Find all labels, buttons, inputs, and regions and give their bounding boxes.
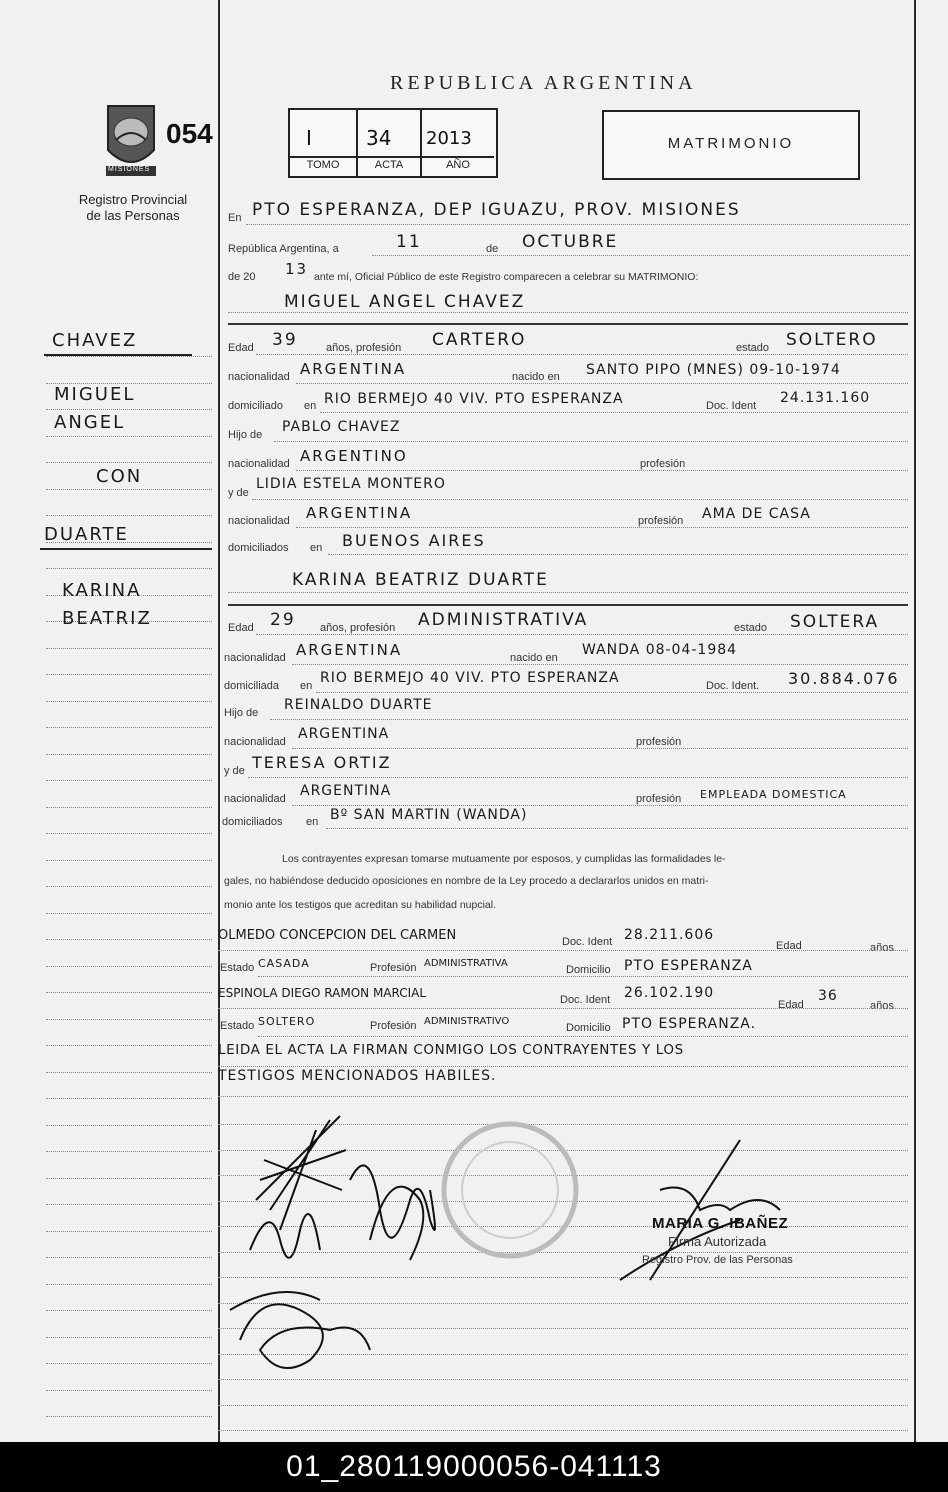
witness1-doc-label: Doc. Ident: [562, 936, 613, 948]
witness2-doc-label: Doc. Ident: [560, 994, 611, 1006]
ruled-line: [46, 1204, 212, 1205]
ruled-line: [46, 356, 212, 357]
ruled-line: [46, 1284, 212, 1285]
ruled-line: [46, 1390, 212, 1391]
official-title: Firma Autorizada: [668, 1234, 767, 1249]
bride-birthplace: WANDA 08-04-1984: [582, 642, 738, 658]
official-name: MARIA G. IBAÑEZ: [652, 1215, 789, 1232]
groom-address: RIO BERMEJO 40 VIV. PTO ESPERANZA: [324, 391, 624, 407]
ruled-line: [296, 470, 908, 471]
ruled-line: [46, 1310, 212, 1311]
ruled-line: [296, 383, 908, 384]
bride-estado-label: estado: [734, 622, 768, 634]
ruled-line: [46, 648, 212, 649]
ruled-line: [320, 412, 908, 413]
ruled-line: [46, 515, 212, 516]
ruled-line: [46, 1231, 212, 1232]
declaration-line-2: gales, no habiéndose deducido oposiciones en nombre de la Ley procedo a declararlos unidos en matri-: [224, 875, 709, 887]
ruled-line: [246, 224, 910, 225]
witness2-age: 36: [818, 988, 838, 1004]
ruled-line: [46, 1045, 212, 1046]
witness2-name: ESPINOLA DIEGO RAMON MARCIAL: [218, 986, 427, 1000]
box-divider: [290, 156, 494, 158]
ruled-line: [252, 499, 908, 500]
witness1-profession: ADMINISTRATIVA: [424, 958, 508, 969]
bride-parents-en-label: en: [306, 816, 319, 828]
ruled-line: [46, 1337, 212, 1338]
ruled-line: [46, 939, 212, 940]
footer-file-code: 01_280119000056-041113: [0, 1442, 948, 1492]
witness1-profesion-label: Profesión: [370, 962, 417, 974]
ruled-line: [46, 1151, 212, 1152]
margin-firstname-groom-2: ANGEL: [54, 412, 126, 433]
ruled-line: [372, 255, 910, 256]
witness2-address: PTO ESPERANZA.: [622, 1016, 757, 1032]
witness1-anios-label: años: [870, 942, 894, 954]
witness1-address: PTO ESPERANZA: [624, 958, 753, 974]
groom-age: 39: [272, 330, 298, 350]
ruled-line: [46, 913, 212, 914]
ruled-line: [46, 1019, 212, 1020]
margin-firstname-bride-1: KARINA: [62, 580, 142, 601]
year-suffix: 13: [285, 260, 309, 278]
ruled-line: [46, 727, 212, 728]
witness1-edad-label: Edad: [776, 940, 802, 952]
bride-father-nationality: ARGENTINA: [298, 726, 390, 742]
groom-mother-prof-label: profesión: [638, 515, 684, 527]
bride-yde-label: y de: [224, 765, 245, 777]
bride-domiciliada-label: domiciliada: [224, 680, 280, 692]
bride-father-prof-label: profesión: [636, 736, 682, 748]
groom-parents-dom-label: domiciliados: [228, 542, 289, 554]
ruled-line: [46, 754, 212, 755]
ruled-line: [46, 409, 212, 410]
bride-age: 29: [270, 610, 296, 630]
document-type: MATRIMONIO: [667, 135, 795, 152]
bride-edad-label: Edad: [228, 622, 254, 634]
right-border-line: [914, 0, 916, 1442]
bride-mother: TERESA ORTIZ: [252, 753, 392, 772]
witness2-doc: 26.102.190: [624, 985, 715, 1001]
ruled-line: [46, 462, 212, 463]
groom-hijo-label: Hijo de: [228, 429, 263, 441]
ruled-line: [292, 664, 908, 665]
ruled-line: [218, 1008, 908, 1009]
ruled-line: [46, 1257, 212, 1258]
ruled-line: [46, 674, 212, 675]
margin-firstname-groom-1: MIGUEL: [54, 384, 136, 405]
ruled-line: [46, 436, 212, 437]
ruled-line: [258, 1036, 908, 1037]
registry-line-1: Registro Provincial: [78, 192, 188, 207]
ruled-line: [316, 692, 908, 693]
official-office: Registro Prov. de las Personas: [642, 1254, 793, 1266]
bride-father: REINALDO DUARTE: [284, 697, 433, 713]
ruled-line: [46, 1178, 212, 1179]
bride-en-label: en: [300, 680, 313, 692]
margin-underline: [44, 354, 192, 356]
anio-value: 2013: [426, 128, 472, 149]
groom-mother-nat-label: nacionalidad: [228, 515, 290, 527]
seal-caption: MISIONES: [108, 166, 151, 173]
margin-firstname-bride-2: BEATRIZ: [62, 608, 152, 629]
groom-edad-label: Edad: [228, 342, 254, 354]
country-title: REPUBLICA ARGENTINA: [390, 72, 697, 94]
groom-nacionalidad-label: nacionalidad: [228, 371, 290, 383]
ruled-line: [46, 860, 212, 861]
bride-nacionalidad-label: nacionalidad: [224, 652, 286, 664]
folio-number: 054: [166, 118, 213, 149]
ceremony-month: OCTUBRE: [522, 232, 619, 252]
witness1-estado: CASADA: [258, 957, 310, 970]
ruled-line: [218, 1430, 908, 1431]
signatures-and-stamp: [220, 1080, 900, 1410]
groom-mother-profession: AMA DE CASA: [702, 506, 811, 522]
tomo-value: I: [306, 126, 312, 150]
groom-birthplace: SANTO PIPO (MNES) 09-10-1974: [586, 362, 841, 378]
groom-doc: 24.131.160: [780, 390, 871, 406]
groom-parents-en-label: en: [310, 542, 323, 554]
groom-doc-label: Doc. Ident: [706, 400, 757, 412]
ruled-line: [46, 807, 212, 808]
bride-profession: ADMINISTRATIVA: [418, 610, 589, 630]
ruled-line: [46, 780, 212, 781]
ruled-line: [270, 719, 908, 720]
groom-nationality: ARGENTINA: [300, 360, 407, 378]
margin-con: CON: [96, 466, 143, 487]
groom-mother-nationality: ARGENTINA: [306, 504, 413, 522]
de-label: de: [486, 243, 499, 255]
witness2-anios-label: años: [870, 1000, 894, 1012]
anio-label: AÑO: [446, 159, 470, 171]
witness2-domicilio-label: Domicilio: [566, 1022, 611, 1034]
ruled-line: [46, 1363, 212, 1364]
ruled-line: [218, 950, 908, 951]
groom-yde-label: y de: [228, 487, 249, 499]
groom-father-nat-label: nacionalidad: [228, 458, 290, 470]
section-divider: [228, 604, 908, 606]
declaration-line-3: monio ante los testigos que acreditan su habilidad nupcial.: [224, 899, 497, 911]
groom-full-name: MIGUEL ANGEL CHAVEZ: [284, 292, 526, 312]
ceremony-day: 11: [396, 232, 422, 252]
groom-profession: CARTERO: [432, 330, 527, 350]
margin-surname-bride: DUARTE: [44, 524, 129, 545]
bride-parents-dom-label: domiciliados: [222, 816, 283, 828]
ruled-line: [46, 992, 212, 993]
year-prefix: de 20: [228, 271, 256, 283]
witness1-estado-label: Estado: [220, 962, 255, 974]
bride-nationality: ARGENTINA: [296, 641, 403, 659]
ruled-line: [46, 1072, 212, 1073]
witness1-domicilio-label: Domicilio: [566, 964, 611, 976]
groom-profesion-label: años, profesión: [326, 342, 402, 354]
margin-surname-groom: CHAVEZ: [52, 330, 138, 351]
ruled-line: [228, 592, 908, 593]
bride-profesion-label: años, profesión: [320, 622, 396, 634]
groom-father-nationality: ARGENTINO: [300, 447, 408, 465]
ruled-line: [46, 701, 212, 702]
witness2-edad-label: Edad: [778, 999, 804, 1011]
ruled-line: [46, 489, 212, 490]
ruled-line: [292, 748, 908, 749]
bride-mother-profession: EMPLEADA DOMESTICA: [700, 788, 847, 801]
acta-label: ACTA: [374, 159, 404, 171]
bride-nacido-label: nacido en: [510, 652, 558, 664]
en-label: En: [228, 212, 242, 224]
groom-estado: SOLTERO: [786, 330, 878, 350]
bride-hijo-label: Hijo de: [224, 707, 259, 719]
comparecen-text: ante mí, Oficial Público de este Registro comparecen a celebrar su MATRIMONIO:: [314, 271, 699, 283]
ruled-line: [228, 312, 908, 313]
republica-label: República Argentina, a: [228, 243, 339, 255]
groom-mother: LIDIA ESTELA MONTERO: [256, 476, 446, 492]
bride-parents-address: Bº SAN MARTIN (WANDA): [330, 807, 528, 823]
tomo-label: TOMO: [306, 159, 340, 171]
ruled-line: [46, 1125, 212, 1126]
groom-parents-address: BUENOS AIRES: [342, 531, 486, 550]
witness2-estado-label: Estado: [220, 1020, 255, 1032]
witness2-profession: ADMINISTRATIVO: [424, 1016, 510, 1027]
bride-mother-nat-label: nacionalidad: [224, 793, 286, 805]
registry-line-2: de las Personas: [86, 208, 180, 223]
bride-doc: 30.884.076: [788, 669, 900, 688]
ruled-line: [296, 527, 908, 528]
ruled-line: [256, 634, 908, 635]
ruled-line: [256, 354, 908, 355]
ruled-line: [326, 828, 908, 829]
document-type-box: [602, 110, 860, 180]
witness1-doc: 28.211.606: [624, 927, 715, 943]
ruled-line: [46, 886, 212, 887]
witness2-profesion-label: Profesión: [370, 1020, 417, 1032]
registry-name: [66, 192, 200, 224]
closing-line-1: LEIDA EL ACTA LA FIRMAN CONMIGO LOS CONTRAYENTES Y LOS: [218, 1042, 684, 1058]
ceremony-place: PTO ESPERANZA, DEP IGUAZU, PROV. MISIONES: [252, 200, 741, 220]
ruled-line: [46, 833, 212, 834]
bride-doc-label: Doc. Ident.: [706, 680, 760, 692]
groom-domiciliado-label: domiciliado: [228, 400, 284, 412]
ruled-line: [328, 554, 908, 555]
bride-mother-nationality: ARGENTINA: [300, 783, 392, 799]
witness2-estado: SOLTERO: [258, 1015, 316, 1028]
closing-line-2: TESTIGOS MENCIONADOS HABILES.: [218, 1068, 497, 1084]
section-divider: [228, 323, 908, 325]
ruled-line: [46, 568, 212, 569]
bride-father-nat-label: nacionalidad: [224, 736, 286, 748]
witness1-name: OLMEDO CONCEPCION DEL CARMEN: [218, 928, 457, 943]
declaration-line-1: Los contrayentes expresan tomarse mutuamente por esposos, y cumplidas las formalidades le-: [282, 853, 726, 865]
groom-nacido-label: nacido en: [512, 371, 560, 383]
ruled-line: [46, 1098, 212, 1099]
ruled-line: [218, 1066, 908, 1067]
ruled-line: [248, 777, 908, 778]
bride-address: RIO BERMEJO 40 VIV. PTO ESPERANZA: [320, 670, 620, 686]
ruled-line: [46, 1416, 212, 1417]
ruled-line: [274, 441, 908, 442]
groom-father: PABLO CHAVEZ: [282, 419, 401, 435]
ruled-line: [46, 966, 212, 967]
ruled-line: [258, 976, 908, 977]
ruled-line: [292, 805, 908, 806]
groom-en-label: en: [304, 400, 317, 412]
bride-mother-prof-label: profesión: [636, 793, 682, 805]
margin-underline: [40, 548, 212, 550]
acta-value: 34: [366, 126, 392, 150]
bride-estado: SOLTERA: [790, 612, 880, 632]
groom-estado-label: estado: [736, 342, 770, 354]
groom-father-prof-label: profesión: [640, 458, 686, 470]
bride-full-name: KARINA BEATRIZ DUARTE: [292, 570, 549, 590]
